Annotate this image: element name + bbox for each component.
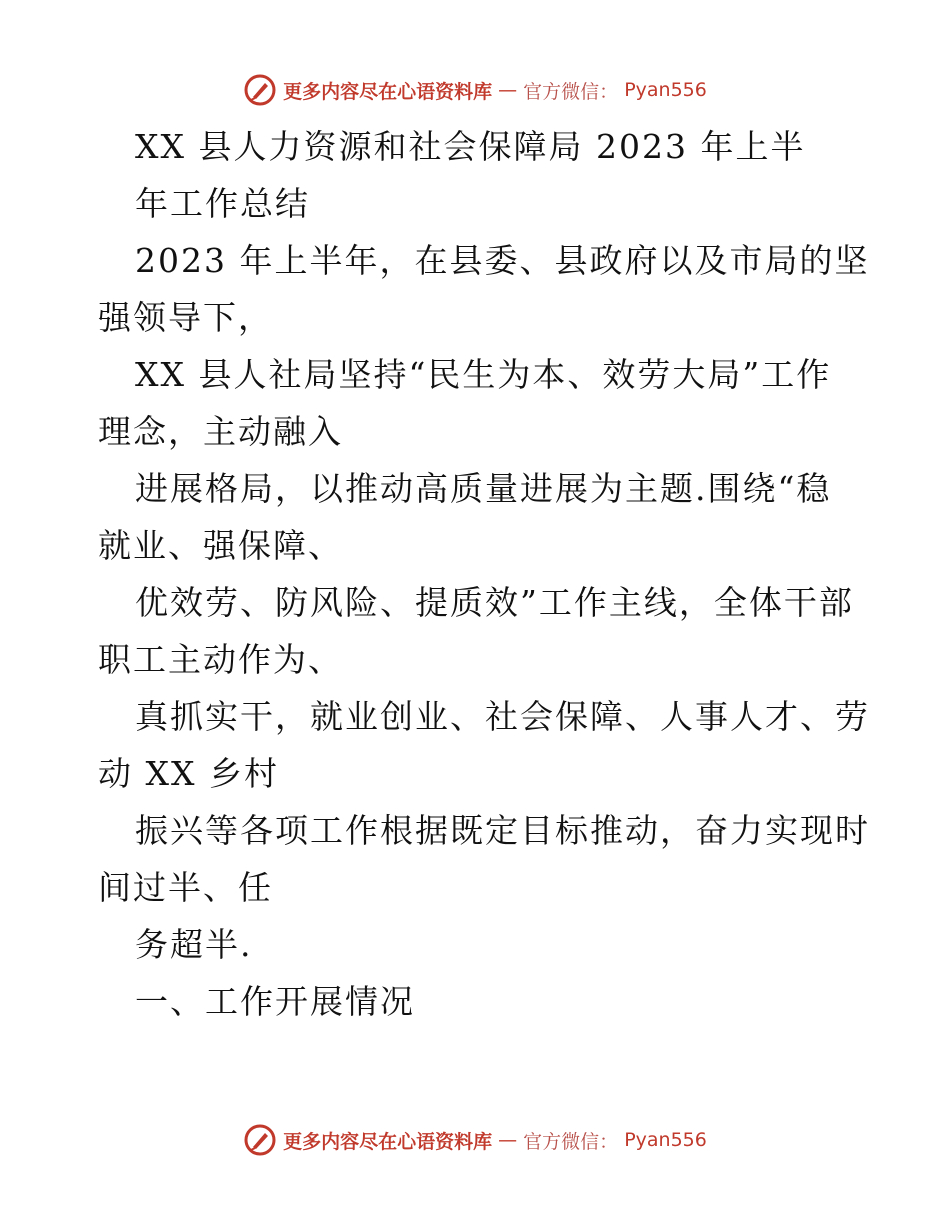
quill-pen-logo-icon [243, 73, 277, 107]
watermark-wechat-label: 官方微信： [523, 1130, 619, 1153]
watermark-dash: — [498, 1129, 518, 1151]
document-line: XX 县人社局坚持“民生为本、效劳大局”工作 [135, 355, 832, 394]
watermark-wechat-id: Pyan556 [624, 79, 707, 101]
document-line: 务超半. [135, 925, 253, 964]
document-line: 年工作总结 [135, 184, 310, 223]
document-body [98, 118, 870, 1030]
document-line: 进展格局，以推动高质量进展为主题.围绕“稳 [135, 469, 832, 508]
document-line: 振兴等各项工作根据既定目标推动，奋力实现时 [135, 811, 870, 850]
document-line: 优效劳、防风险、提质效”工作主线，全体干部 [135, 583, 854, 622]
document-line: 真抓实干，就业创业、社会保障、人事人才、劳 [135, 697, 870, 736]
document-line: XX 县人力资源和社会保障局 2023 年上半 [135, 127, 806, 166]
watermark-dash: — [498, 79, 518, 101]
document-line: 强领导下， [98, 298, 273, 337]
watermark-wechat-id: Pyan556 [624, 1129, 707, 1151]
document-line: 职工主动作为、 [98, 640, 343, 679]
document-line: 2023 年上半年，在县委、县政府以及市局的坚 [135, 241, 870, 280]
document-line: 就业、强保障、 [98, 526, 343, 565]
footer-watermark [0, 1120, 950, 1160]
header-watermark [0, 70, 950, 110]
watermark-main-text: 更多内容尽在心语资料库 [283, 1130, 493, 1153]
document-line: 动 XX 乡村 [98, 754, 279, 793]
document-line: 理念，主动融入 [98, 412, 343, 451]
document-line: 间过半、任 [98, 868, 273, 907]
watermark-main-text: 更多内容尽在心语资料库 [283, 80, 493, 103]
quill-pen-logo-icon [243, 1123, 277, 1157]
watermark-wechat-label: 官方微信： [523, 80, 619, 103]
document-line: 一、工作开展情况 [135, 982, 415, 1021]
